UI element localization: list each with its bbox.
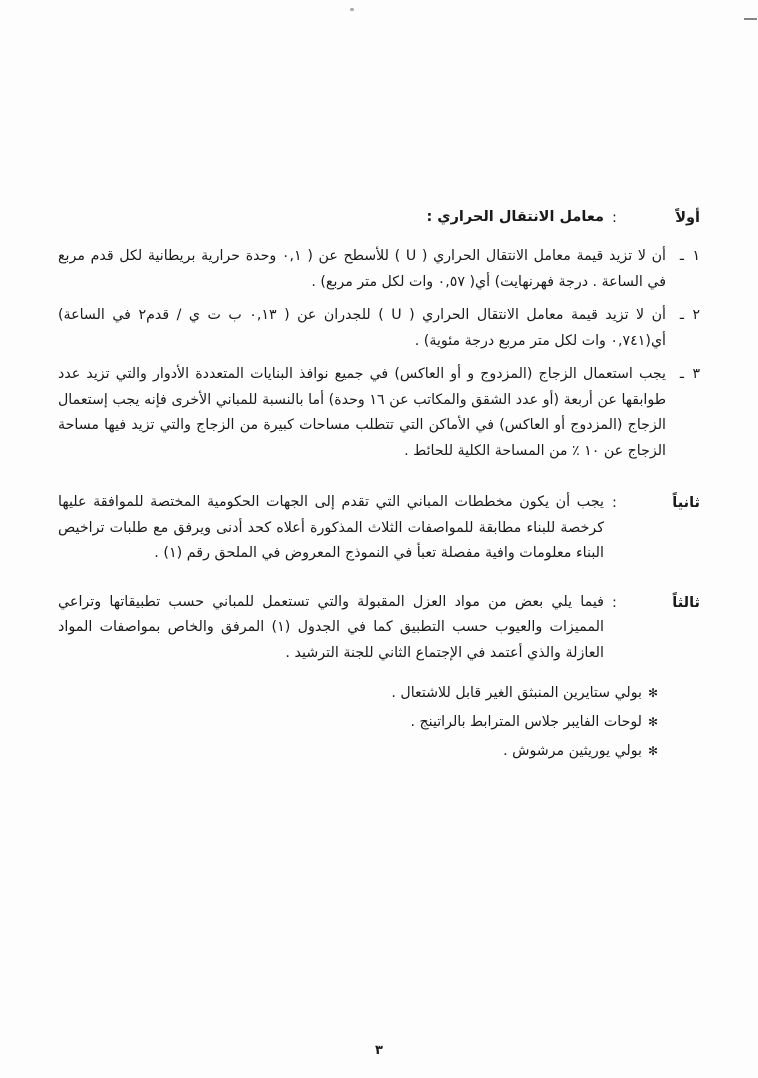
list-item [58,709,658,735]
list-item-text: أن لا تزيد قيمة معامل الانتقال الحراري ( U ) للأسطح عن ( ٠,١ وحدة حرارية بريطانية لكل قدم مربع في الساعة . درجة فهرنهايت) أي( ٠,٥٧ وات لكل متر مربع) . [58,248,666,290]
scan-artifact-dot [350,8,354,11]
list-item [58,680,658,706]
asterisk-icon: ✻ [647,744,658,758]
section-label-text: ثانياً [672,495,700,511]
list-item-number [666,303,700,329]
section-paragraph-third: فيما يلي بعض من مواد العزل المقبولة والتي تستعمل للمباني حسب تطبيقاتها وتراعي المميزات والعيوب حسب التطبيق كما في الجدول (١) المرفق والخاص بمواصفات المواد العازلة والذي أعتمد في الإجتماع الثاني للجنة الترشيد . [58,593,604,661]
list-item [58,244,700,295]
section-paragraph-second: يجب أن يكون مخططات المباني التي تقدم إلى الجهات الحكومية المختصة للموافقة عليها كرخصة للبناء مطابقة للمواصفات الثلاث المذكورة أعلاه كحد أدنى ويرفق مع طلبات تراخيص البناء معلومات وافية مفصلة تعبأ في النموذج المعروض في الملحق رقم (١) . [58,494,604,561]
list-item-dash: ـ [679,307,685,323]
section-label-text: ثالثاً [672,594,700,611]
list-item-dash: ـ [679,366,685,382]
list-item-number-value: ٣ [692,366,700,382]
list-item-number-value: ١ [692,248,700,264]
section-label-text: أولاً [675,210,700,226]
list-item-number [666,244,700,270]
numbered-list-first [58,244,700,464]
list-item [58,738,658,764]
list-item [58,303,700,354]
list-item-number [666,362,700,388]
section-label-second [604,490,700,516]
section-label-colon: : [612,495,617,511]
section-label-third [604,590,700,616]
bullet-list-materials [58,680,700,764]
section-label-colon: : [612,210,617,226]
list-item-text: يجب استعمال الزجاج (المزدوج و أو العاكس) في جميع نوافذ البنايات المتعددة الأدوار والتي تزيد عدد طوابقها عن أربعة (أو عدد الشقق والمكاتب عن ١٦ وحدة) أما بالنسبة للمباني الأخرى فإنه يجب إستعمال الزجاج (المزدوج أو العاكس) في الأماكن التي تتطلب مساحات كبيرة من الزجاج والتي تزيد فيها مساحة الزجاج عن ١٠ ٪ من المساحة الكلية للحائط . [58,366,666,459]
section-spacer [58,472,700,490]
asterisk-icon: ✻ [647,715,658,729]
asterisk-icon: ✻ [647,686,658,700]
list-item [58,362,700,464]
section-second [58,490,700,567]
bullet-item-text: بولي يوريثين مرشوش . [503,743,642,759]
scan-artifact-dash [744,18,757,20]
list-item-dash: ـ [679,248,685,264]
section-spacer [58,580,700,590]
section-label-first [604,205,700,231]
section-label-colon: : [612,594,617,611]
list-item-number-value: ٢ [692,307,700,323]
section-first [58,205,700,231]
page-number: ٣ [375,1043,383,1058]
section-heading-first: معامل الانتقال الحراري : [426,209,604,225]
numbered-list [58,244,700,464]
document-body [58,205,700,767]
bullet-item-text: بولي ستايرين المنبثق الغير قابل للاشتعال . [391,685,642,701]
section-third [58,590,700,667]
list-item-text: أن لا تزيد قيمة معامل الانتقال الحراري ( U ) للجدران عن ( ٠,١٣ ب ت ي / قدم٢ في الساعة) أي(٠,٧٤١ وات لكل متر مربع درجة مئوية) . [58,307,666,349]
bullet-item-text: لوحات الفايبر جلاس المترابط بالراتينج . [410,714,642,730]
